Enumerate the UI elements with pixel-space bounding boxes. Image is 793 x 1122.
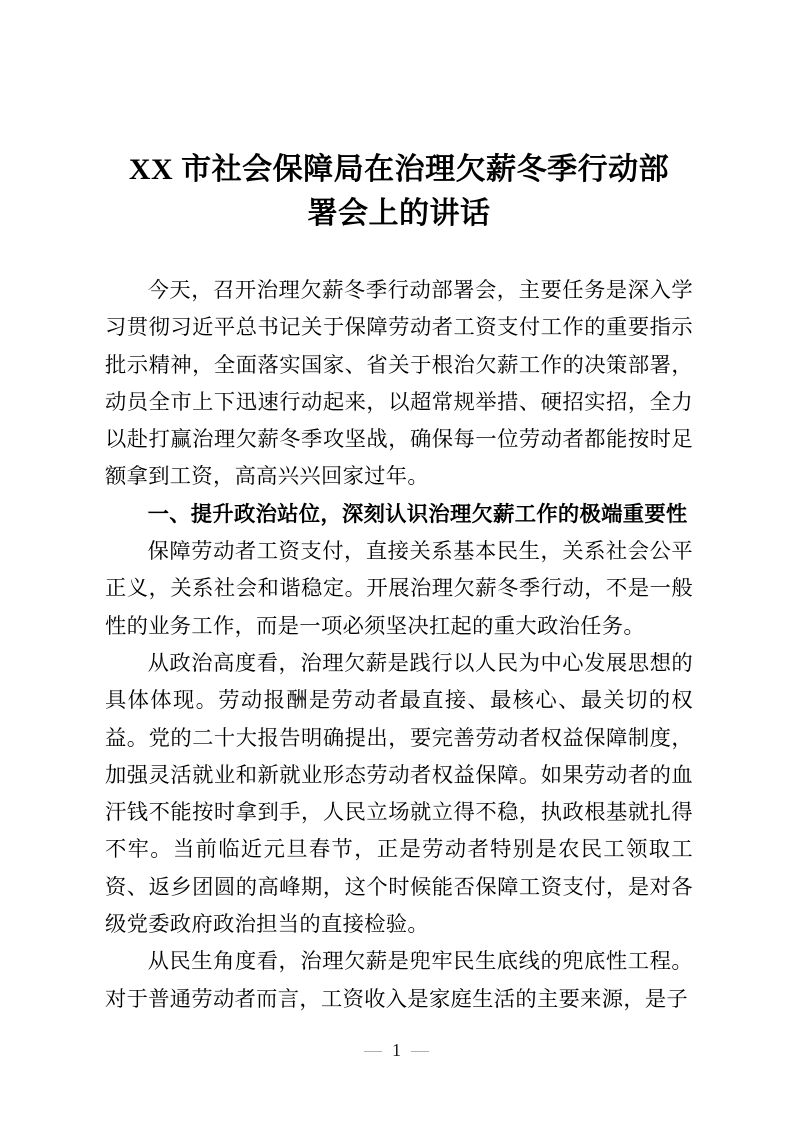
paragraph-political-stance: 保障劳动者工资支付，直接关系基本民生，关系社会公平正义，关系社会和谐稳定。开展治理欠薪冬季行动，不是一般性的业务工作，而是一项必须坚决扛起的重大政治任务。	[105, 539, 693, 638]
section-heading-1: 一、提升政治站位，深刻认识治理欠薪工作的极端重要性	[147, 501, 688, 526]
paragraph-livelihood: 从民生角度看，治理欠薪是兜牢民生底线的兜底性工程。对于普通劳动者而言，工资收入是家庭生活的主要来源，是子	[105, 949, 693, 1011]
paragraph-intro: 今天，召开治理欠薪冬季行动部署会，主要任务是深入学习贯彻习近平总书记关于保障劳动者工资支付工作的重要指示批示精神，全面落实国家、省关于根治欠薪工作的决策部署，动员全市上下迅速行动起来，以超常规举措、硬招实招，全力以赴打赢治理欠薪冬季攻坚战，确保每一位劳动者都能按时足额拿到工资，高高兴兴回家过年。	[105, 278, 693, 489]
document-body	[105, 272, 693, 1018]
paragraph-political-height: 从政治高度看，治理欠薪是践行以人民为中心发展思想的具体体现。劳动报酬是劳动者最直接、最核心、最关切的权益。党的二十大报告明确提出，要完善劳动者权益保障制度，加强灵活就业和新就业形态劳动者权益保障。如果劳动者的血汗钱不能按时拿到手，人民立场就立得不稳，执政根基就扎得不牢。当前临近元旦春节，正是劳动者特别是农民工领取工资、返乡团圆的高峰期，这个时候能否保障工资支付，是对各级党委政府政治担当的直接检验。	[105, 650, 693, 937]
page-footer	[0, 1038, 793, 1062]
document-title: XX 市社会保障局在治理欠薪冬季行动部署会上的讲话	[128, 153, 670, 230]
page-number: 1	[392, 1040, 401, 1060]
footer-dash-left: —	[364, 1040, 382, 1060]
footer-dash-right: —	[411, 1040, 429, 1060]
